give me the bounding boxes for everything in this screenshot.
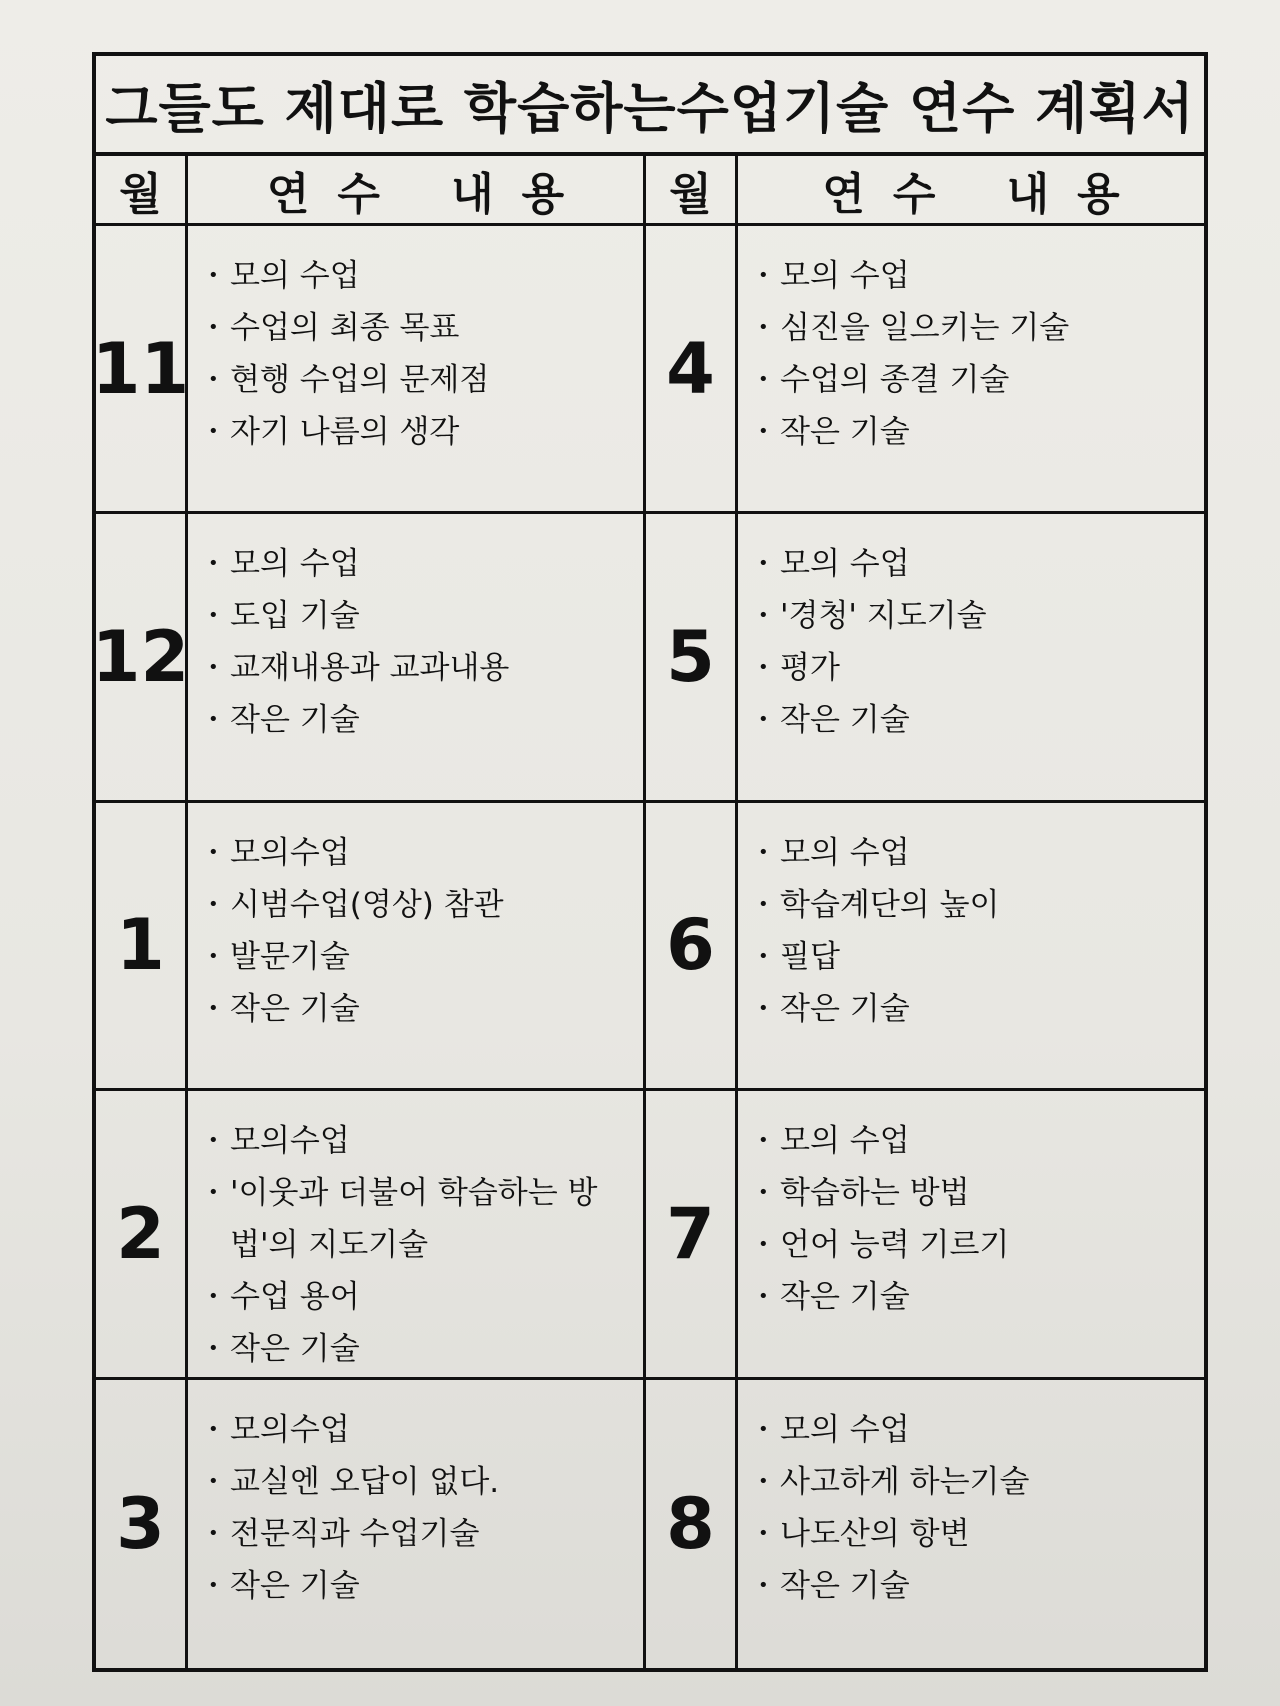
bullet-icon: • — [758, 369, 769, 390]
training-list — [188, 1380, 643, 1612]
content-cell — [188, 1380, 646, 1668]
bullet-icon: • — [208, 1182, 219, 1204]
list-item: • 작은 기술 — [758, 1560, 1194, 1612]
bullet-icon: • — [758, 1182, 769, 1204]
title-row — [96, 56, 1204, 156]
bullet-icon: • — [208, 1286, 219, 1308]
bullet-icon: • — [208, 945, 219, 967]
plan-table — [91, 156, 1204, 1668]
list-item: • 수업의 최종 목표 — [208, 302, 633, 354]
bullet-icon: • — [208, 1470, 219, 1492]
bullet-icon: • — [758, 945, 769, 967]
bullet-icon: • — [208, 841, 219, 863]
bullet-icon: • — [208, 1338, 219, 1360]
training-list — [188, 803, 643, 1035]
list-item: • 모의 수업 — [758, 250, 1194, 302]
list-item: • 언어 능력 기르기 — [758, 1219, 1194, 1271]
list-item: • 모의수업 — [208, 1115, 633, 1167]
list-item: • 작은 기술 — [758, 694, 1194, 746]
list-item: • 모의수업 — [208, 827, 633, 879]
bullet-icon: • — [208, 1418, 219, 1440]
list-item: • 발문기술 — [208, 931, 633, 983]
bullet-icon: • — [758, 1470, 769, 1492]
month-cell: 11 — [96, 226, 188, 514]
bullet-icon: • — [208, 605, 219, 627]
header-content-right: 연수 내용 — [738, 156, 1204, 226]
list-item: • 교실엔 오답이 없다. — [208, 1456, 633, 1508]
bullet-icon: • — [758, 893, 769, 915]
bullet-icon: • — [758, 1286, 769, 1308]
bullet-icon: • — [758, 265, 769, 286]
list-item: • 작은 기술 — [208, 983, 633, 1035]
training-list — [738, 803, 1204, 1035]
month-cell: 3 — [96, 1380, 188, 1668]
list-item: • 평가 — [758, 642, 1194, 694]
content-cell — [188, 226, 646, 514]
month-cell: 7 — [646, 1091, 738, 1379]
list-item: • 시범수업(영상) 참관 — [208, 879, 633, 931]
month-cell: 12 — [96, 514, 188, 802]
bullet-icon: • — [758, 841, 769, 863]
bullet-icon: • — [208, 1522, 219, 1544]
list-item: • 교재내용과 교과내용 — [208, 642, 633, 694]
training-list — [738, 1091, 1204, 1323]
list-item: • 심진을 일으키는 기술 — [758, 302, 1194, 354]
bullet-icon: • — [208, 709, 219, 731]
list-item: • 모의 수업 — [758, 538, 1194, 590]
bullet-icon: • — [208, 421, 219, 442]
bullet-icon: • — [208, 317, 219, 338]
bullet-icon: • — [208, 893, 219, 915]
bullet-icon: • — [758, 553, 769, 575]
training-list — [188, 514, 643, 746]
bullet-icon: • — [758, 421, 769, 442]
header-month-left: 월 — [96, 156, 188, 226]
month-cell: 8 — [646, 1380, 738, 1668]
content-cell — [738, 1380, 1204, 1668]
list-item: • 모의 수업 — [758, 827, 1194, 879]
list-item: • '이웃과 더불어 학습하는 방법'의 지도기술 — [208, 1167, 633, 1271]
header-content-left: 연수 내용 — [188, 156, 646, 226]
list-item: • 도입 기술 — [208, 590, 633, 642]
list-item: • 작은 기술 — [208, 1323, 633, 1375]
list-item: • 모의수업 — [208, 1404, 633, 1456]
list-item: • '경청' 지도기술 — [758, 590, 1194, 642]
bullet-icon: • — [758, 317, 769, 338]
list-item: • 모의 수업 — [208, 250, 633, 302]
training-list — [738, 1380, 1204, 1612]
list-item: • 작은 기술 — [208, 1560, 633, 1612]
list-item: • 나도산의 항변 — [758, 1508, 1194, 1560]
month-cell: 5 — [646, 514, 738, 802]
list-item: • 모의 수업 — [208, 538, 633, 590]
bullet-icon: • — [208, 265, 219, 286]
bullet-icon: • — [208, 553, 219, 575]
content-cell — [738, 803, 1204, 1091]
bullet-icon: • — [758, 709, 769, 731]
training-list — [188, 226, 643, 458]
header-month-right: 월 — [646, 156, 738, 226]
list-item: • 전문직과 수업기술 — [208, 1508, 633, 1560]
list-item: • 학습계단의 높이 — [758, 879, 1194, 931]
document-title: 그들도 제대로 학습하는수업기술 연수 계획서 — [105, 76, 1195, 140]
content-cell — [188, 1091, 646, 1379]
content-cell — [738, 226, 1204, 514]
content-cell — [738, 514, 1204, 802]
bullet-icon: • — [208, 657, 219, 679]
bullet-icon: • — [208, 997, 219, 1019]
bullet-icon: • — [758, 1574, 769, 1596]
bullet-icon: • — [208, 369, 219, 390]
month-cell: 6 — [646, 803, 738, 1091]
bullet-icon: • — [758, 1130, 769, 1152]
plan-document — [92, 52, 1208, 1672]
list-item: • 작은 기술 — [758, 1271, 1194, 1323]
list-item: • 작은 기술 — [208, 694, 633, 746]
bullet-icon: • — [208, 1574, 219, 1596]
bullet-icon: • — [758, 1418, 769, 1440]
bullet-icon: • — [208, 1130, 219, 1152]
list-item: • 학습하는 방법 — [758, 1167, 1194, 1219]
content-cell — [188, 514, 646, 802]
list-item: • 수업의 종결 기술 — [758, 354, 1194, 406]
list-item: • 자기 나름의 생각 — [208, 406, 633, 458]
list-item: • 모의 수업 — [758, 1115, 1194, 1167]
list-item: • 수업 용어 — [208, 1271, 633, 1323]
bullet-icon: • — [758, 657, 769, 679]
training-list — [188, 1091, 643, 1375]
training-list — [738, 514, 1204, 746]
content-cell — [188, 803, 646, 1091]
list-item: • 현행 수업의 문제점 — [208, 354, 633, 406]
training-list — [738, 226, 1204, 458]
bullet-icon: • — [758, 1234, 769, 1256]
list-item: • 작은 기술 — [758, 983, 1194, 1035]
list-item: • 사고하게 하는기술 — [758, 1456, 1194, 1508]
list-item: • 필답 — [758, 931, 1194, 983]
month-cell: 4 — [646, 226, 738, 514]
list-item: • 모의 수업 — [758, 1404, 1194, 1456]
list-item: • 작은 기술 — [758, 406, 1194, 458]
bullet-icon: • — [758, 605, 769, 627]
bullet-icon: • — [758, 997, 769, 1019]
bullet-icon: • — [758, 1522, 769, 1544]
month-cell: 1 — [96, 803, 188, 1091]
content-cell — [738, 1091, 1204, 1379]
month-cell: 2 — [96, 1091, 188, 1379]
